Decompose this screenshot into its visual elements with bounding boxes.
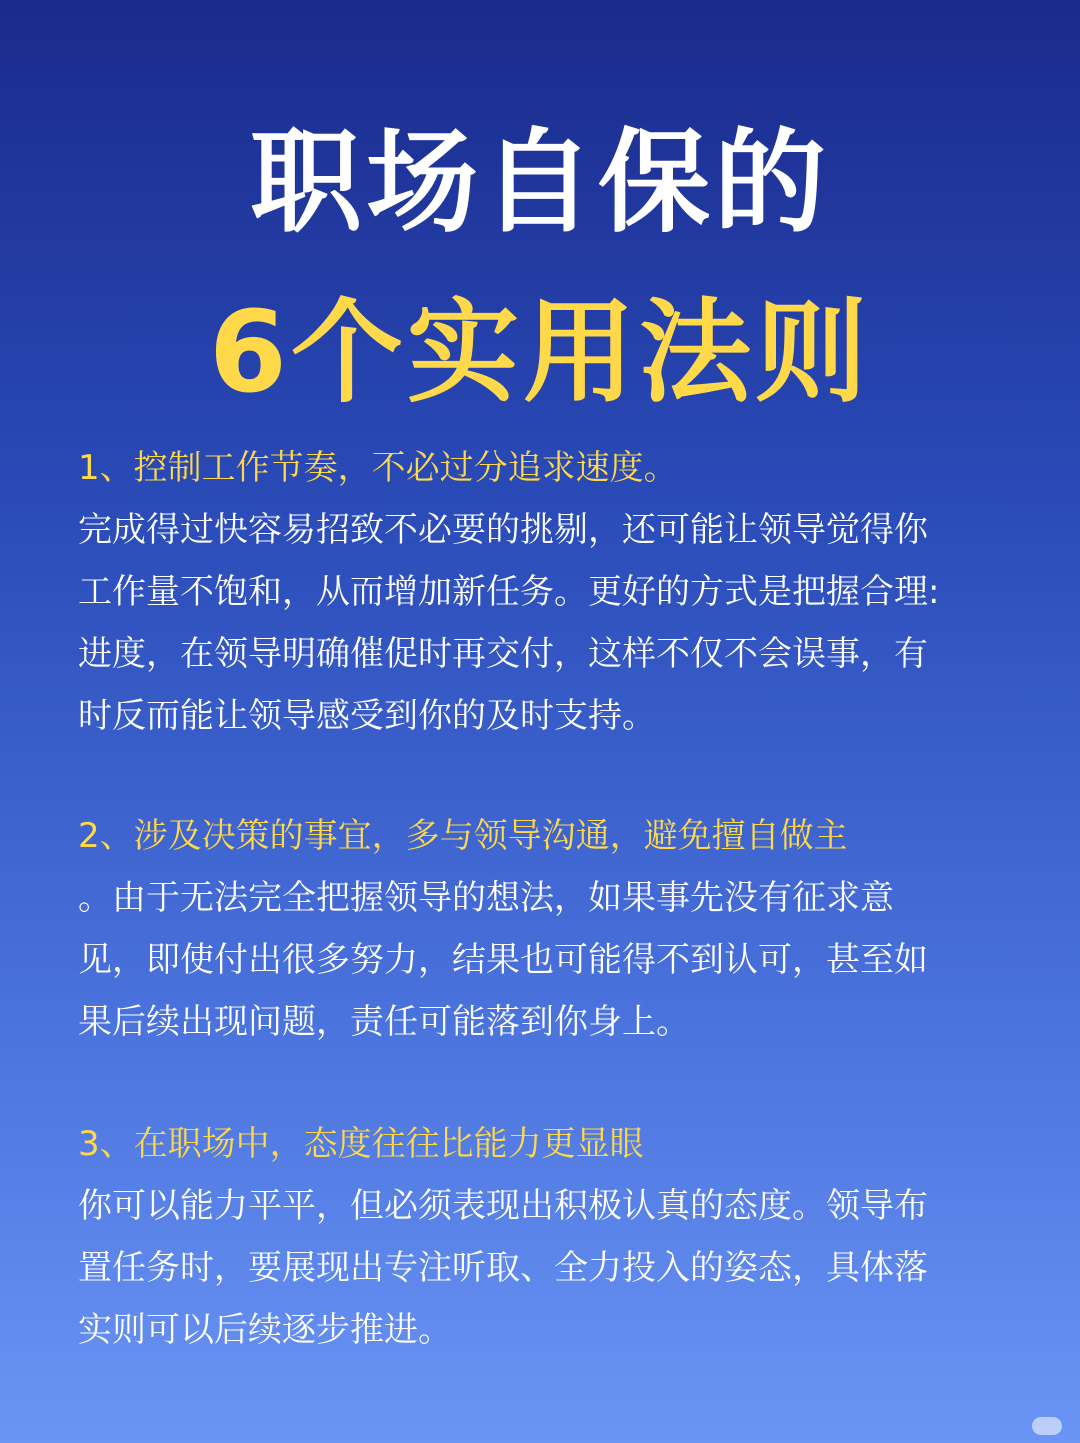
rule-body-line: 你可以能力平平，但必须表现出积极认真的态度。领导布 [78,1186,928,1226]
rule-body-line: 完成得过快容易招致不必要的挑剔，还可能让领导觉得你 [78,510,928,550]
rule-body-line: 工作量不饱和，从而增加新任务。更好的方式是把握合理: [78,572,940,612]
rule-body-line: 。由于无法完全把握领导的想法，如果事先没有征求意 [78,878,894,918]
rule-heading: 2、涉及决策的事宜，多与领导沟通，避免擅自做主 [78,816,848,856]
rule-heading: 1、控制工作节奏，不必过分追求速度。 [78,448,678,488]
rule-heading: 3、在职场中，态度往往比能力更显眼 [78,1124,644,1164]
watermark-badge [1032,1417,1062,1435]
rule-body-line: 见，即使付出很多努力，结果也可能得不到认可，甚至如 [78,940,928,980]
page-title-line-1: 职场自保的 [250,118,830,248]
rule-body-line: 进度，在领导明确催促时再交付，这样不仅不会误事，有 [78,634,928,674]
rule-section-2 [78,805,1008,1053]
rule-body-line: 时反而能让领导感受到你的及时支持。 [78,696,656,736]
rule-section-3 [78,1113,1008,1361]
page-title-line-2: 6个实用法则 [209,288,871,418]
rule-section-1 [78,437,1008,747]
rule-body-line: 实则可以后续逐步推进。 [78,1310,452,1350]
rule-body-line: 果后续出现问题，责任可能落到你身上。 [78,1002,690,1042]
rule-body-line: 置任务时，要展现出专注听取、全力投入的姿态，具体落 [78,1248,928,1288]
